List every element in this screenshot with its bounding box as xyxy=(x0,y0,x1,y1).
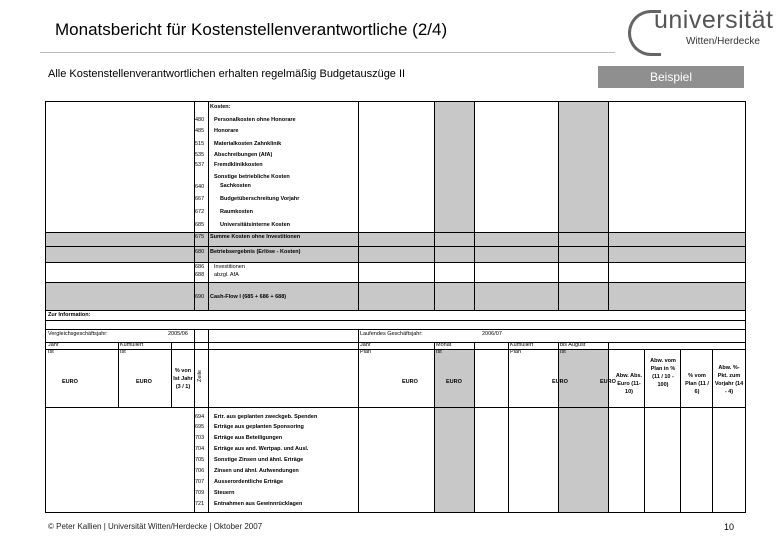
logo-subtitle: Witten/Herdecke xyxy=(686,36,760,47)
grid-line xyxy=(118,342,119,407)
col-header: Zeile xyxy=(197,370,203,382)
row-code: 705 xyxy=(195,457,205,463)
col-header: Ist xyxy=(48,349,54,355)
grid-line xyxy=(608,102,609,310)
row-label: Steuern xyxy=(214,490,235,496)
grid-line xyxy=(712,349,713,512)
col-header: Jahr xyxy=(360,342,371,348)
col-header: Ist xyxy=(436,349,442,355)
col-header: Jahr xyxy=(48,342,59,348)
row-code: 688 xyxy=(195,272,205,278)
col-header: Kumuliert xyxy=(510,342,534,348)
col-header: Monat xyxy=(436,342,452,348)
grid-line xyxy=(358,102,359,310)
row-label: Zinsen und ähnl. Aufwendungen xyxy=(214,468,299,474)
row-label: Materialkosten Zahnklinik xyxy=(214,141,282,147)
grid-line xyxy=(46,320,745,321)
grid-line xyxy=(46,262,745,263)
prev-year: 2005/06 xyxy=(168,331,188,337)
grid-line xyxy=(558,102,559,310)
row-code: 709 xyxy=(195,490,205,496)
grid-line xyxy=(46,342,745,343)
row-code: 703 xyxy=(195,435,205,441)
gray-column xyxy=(434,349,474,512)
grid-line xyxy=(434,342,435,512)
row-code: 675 xyxy=(195,234,205,240)
row-code: 706 xyxy=(195,468,205,474)
info-header: Zur Information: xyxy=(48,312,91,318)
gray-column xyxy=(558,102,608,232)
row-label: Erträge aus geplanten Sponsoring xyxy=(214,424,304,430)
grid-line xyxy=(46,246,745,247)
euro-label: EURO xyxy=(600,379,616,385)
col-header: Abw. %-Pkt. zum Vorjahr (14 - 4) xyxy=(714,365,744,395)
row-label: Erträge aus Beteiligungen xyxy=(214,435,283,441)
curr-year-label: Laufendes Geschäftsjahr: xyxy=(360,331,423,337)
row-code: 480 xyxy=(195,117,205,123)
row-code: 515 xyxy=(195,141,205,147)
col-header: Abw. Abs. Euro (11-10) xyxy=(615,373,643,395)
gray-band xyxy=(46,246,745,262)
col-header: Kumuliert xyxy=(120,342,144,348)
university-logo xyxy=(628,6,774,52)
row-label: Abschreibungen (AfA) xyxy=(214,152,273,158)
logo-wordmark: universität xyxy=(654,6,774,34)
row-label: Summe Kosten ohne Investitionen xyxy=(210,234,301,240)
col-header: Abw. vom Plan in % (11 / 10 - 100) xyxy=(650,358,676,388)
grid-line xyxy=(46,407,745,408)
col-header: % von Ist Jahr (3 / 1) xyxy=(173,368,193,390)
euro-label: EURO xyxy=(552,379,568,385)
row-code: 695 xyxy=(195,424,205,430)
row-label: Erträge aus and. Wertpap. und Ausl. xyxy=(214,446,309,452)
grid-line xyxy=(208,329,209,512)
row-label: Universitätsinterne Kosten xyxy=(220,222,290,228)
gray-column xyxy=(434,102,474,232)
row-label: Ertr. aus geplanten zweckgeb. Spenden xyxy=(214,414,318,420)
col-header: Plan xyxy=(510,349,522,355)
grid-line xyxy=(474,102,475,310)
grid-line xyxy=(46,310,745,311)
grid-line xyxy=(208,102,209,310)
euro-label: EURO xyxy=(62,379,78,385)
row-code: 672 xyxy=(195,209,205,215)
subtitle: Alle Kostenstellenverantwortlichen erhalten regelmäßig Budgetauszüge II xyxy=(48,68,406,80)
grid-line xyxy=(46,329,745,330)
row-code: 680 xyxy=(195,249,205,255)
row-code: 690 xyxy=(195,294,205,300)
row-label: Raumkosten xyxy=(220,209,254,215)
grid-line xyxy=(680,349,681,512)
gray-band xyxy=(46,282,745,310)
gray-column xyxy=(558,349,608,512)
row-code: 537 xyxy=(195,162,205,168)
grid-line xyxy=(434,102,435,310)
row-code: 667 xyxy=(195,196,205,202)
row-code: 685 xyxy=(195,222,205,228)
row-code: 704 xyxy=(195,446,205,452)
grid-line xyxy=(46,232,745,233)
grid-line xyxy=(46,349,745,350)
col-header: % vom Plan (11 / 6) xyxy=(685,373,709,395)
grid-line xyxy=(508,342,509,512)
row-label: Sonstige Zinsen und ähnl. Erträge xyxy=(214,457,304,463)
footer: © Peter Kallien | Universität Witten/Herdecke | Oktober 2007 xyxy=(48,522,263,531)
row-label: Entnahmen aus Gewinnrücklagen xyxy=(214,501,303,507)
row-code: 535 xyxy=(195,152,205,158)
row-label: Budgetüberschreitung Vorjahr xyxy=(220,196,300,202)
row-label: Fremdklinikkosten xyxy=(214,162,263,168)
col-header: Plan xyxy=(360,349,372,355)
row-code: 640 xyxy=(195,184,205,190)
row-label: abzgl. AfA xyxy=(214,272,239,278)
grid-line xyxy=(608,342,609,512)
curr-year: 2006/07 xyxy=(482,331,502,337)
euro-label: EURO xyxy=(446,379,462,385)
row-code: 686 xyxy=(195,264,205,270)
row-label: Betriebsergebnis (Erlöse - Kosten) xyxy=(210,249,301,255)
row-code: 694 xyxy=(195,414,205,420)
euro-label: EURO xyxy=(402,379,418,385)
budget-sheet xyxy=(45,101,746,513)
gray-band xyxy=(46,232,745,246)
col-header: bis August xyxy=(560,342,586,348)
grid-line xyxy=(46,282,745,283)
grid-line xyxy=(358,329,359,512)
grid-line xyxy=(644,349,645,512)
page-title: Monatsbericht für Kostenstellenverantwortliche (2/4) xyxy=(55,20,448,39)
row-label: Sonstige betriebliche Kosten xyxy=(214,174,290,180)
row-label: Cash-Flow I (685 + 686 + 688) xyxy=(210,294,287,300)
row-code: 721 xyxy=(195,501,205,507)
grid-line xyxy=(558,342,559,512)
row-label: Sachkosten xyxy=(220,183,251,189)
page-number: 10 xyxy=(724,522,735,532)
euro-label: EURO xyxy=(136,379,152,385)
grid-line xyxy=(474,342,475,512)
row-code: 485 xyxy=(195,128,205,134)
row-code: 707 xyxy=(195,479,205,485)
col-header: Ist xyxy=(120,349,126,355)
row-label: Honorare xyxy=(214,128,239,134)
row-label: Personalkosten ohne Honorare xyxy=(214,117,296,123)
example-badge: Beispiel xyxy=(598,66,744,88)
costs-header: Kosten: xyxy=(210,104,231,110)
prev-year-label: Vergleichsgeschäftsjahr: xyxy=(48,331,108,337)
row-label: Ausserordentliche Erträge xyxy=(214,479,284,485)
row-label: Investitionen xyxy=(214,264,245,270)
title-divider xyxy=(40,52,615,53)
col-header: Ist xyxy=(560,349,566,355)
